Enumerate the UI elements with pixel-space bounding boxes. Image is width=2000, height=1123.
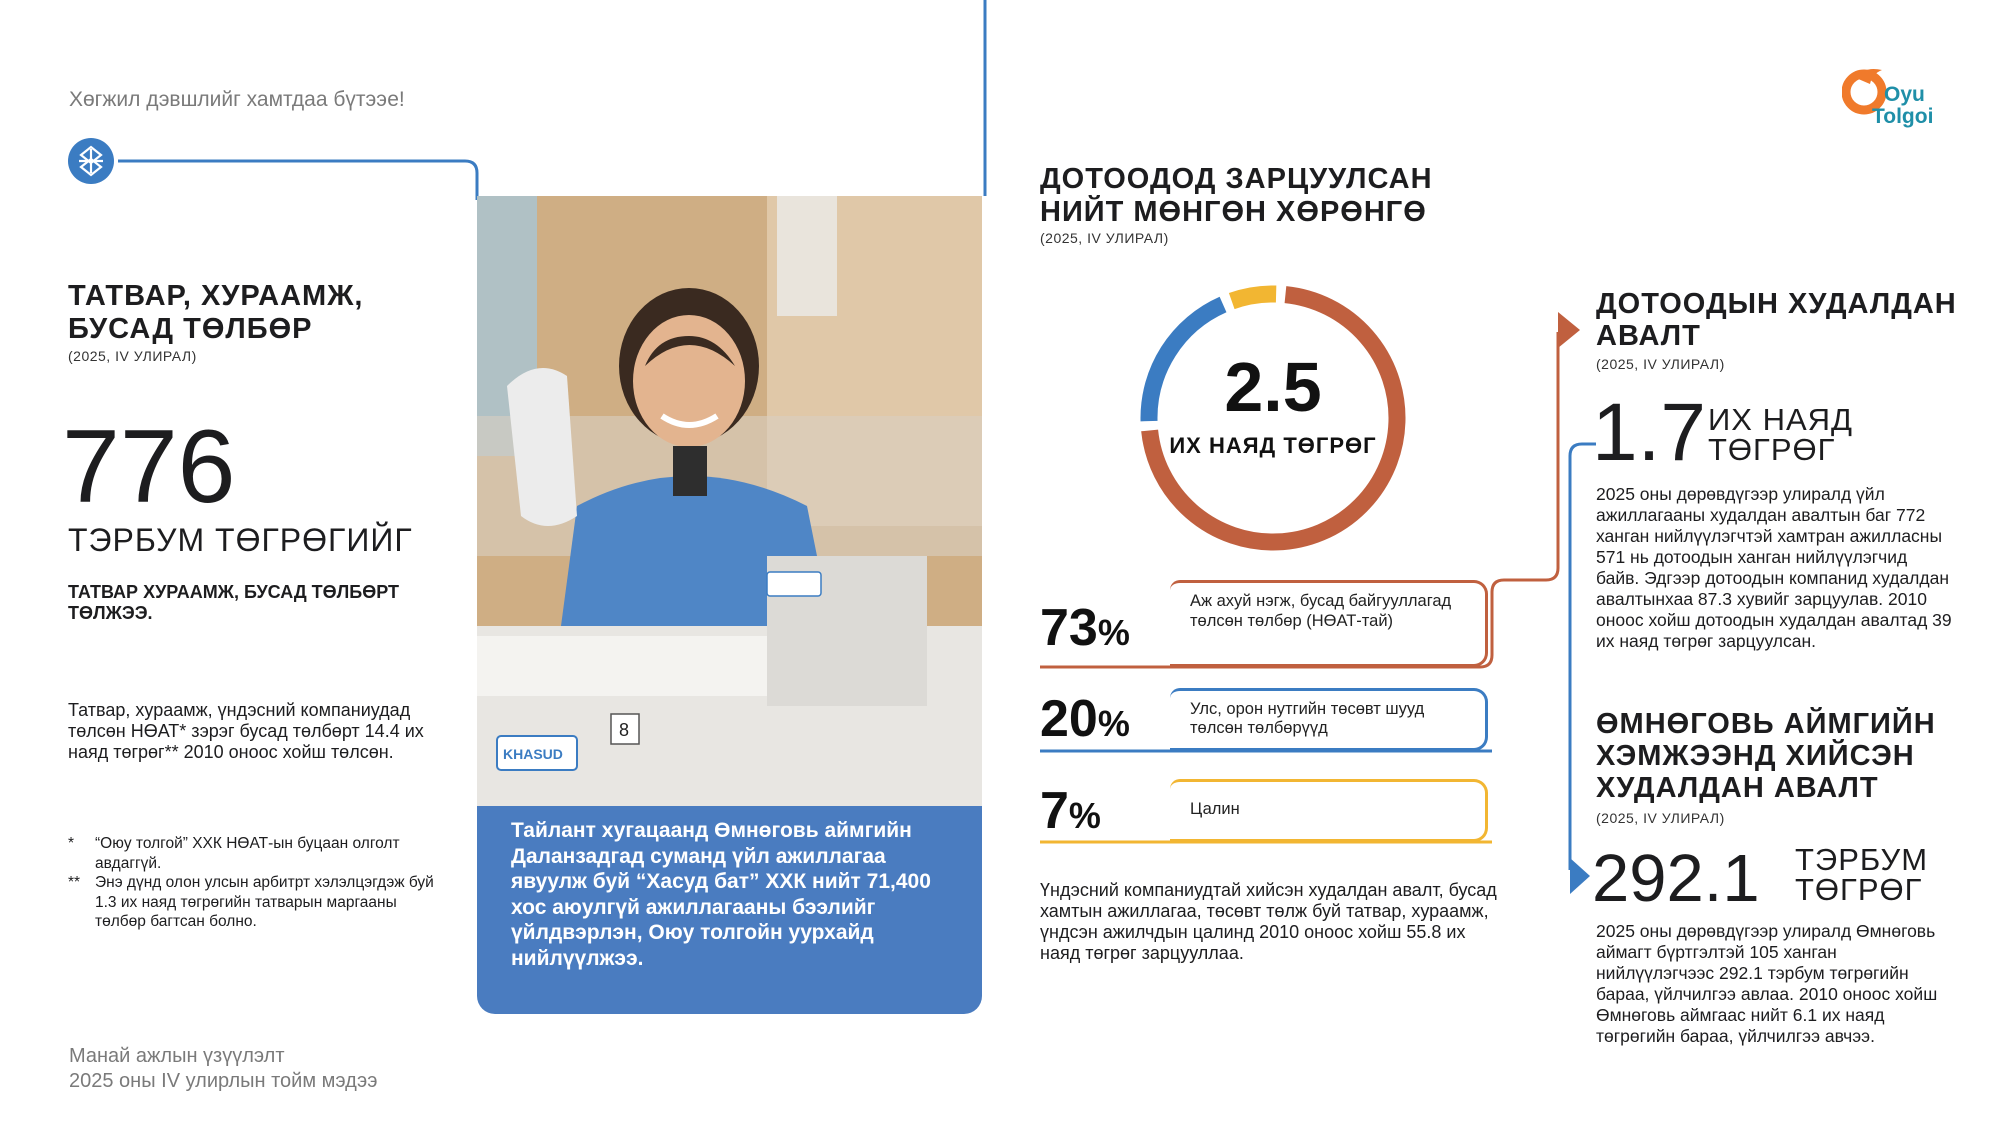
machine-badge: KHASUD xyxy=(503,746,563,762)
footnote-text: Энэ дүнд олон улсын арбитрт хэлэлцэгдэж буй 1.3 их наяд төгрөгийн татварын маргааны төлбөр багтсан болно. xyxy=(95,874,434,930)
domestic-procurement-unit: ИХ НАЯД ТӨГРӨГ xyxy=(1708,402,1854,467)
tax-heading: ТАТВАР, ХУРААМЖ, БУСАД ТӨЛБӨР xyxy=(68,280,364,345)
knot-emblem-icon xyxy=(67,137,115,185)
tax-value: 776 xyxy=(62,409,236,525)
domestic-procurement-paragraph: 2025 оны дөрөвдүгээр улиралд үйл ажиллагааны худалдан авалтын баг 772 ханган нийлүүлэгчтэй хамтран ажилласны 571 нь дотоодын ханган нийлүүлэгчид байв. Эдгээр дотоодын компанид худалдан авалтынхаа 87.3 хувийг зарцуулав. 2010 оноос хойш дотоодын худалдан авалтад 39 их наяд төгрөг зарцуулсан. xyxy=(1596,484,1952,651)
southgobi-procurement-paragraph: 2025 оны дөрөвдүгээр улиралд Өмнөговь аймагт бүртгэлтэй 105 ханган нийлүүлэгчээс 292.1 тэрбум төгрөгийн бараа, үйлчилгээ авлаа. 2010 оноос хойш Өмнөговь аймгаас нийт 6.1 их наяд төгрөгийн бараа, үйлчилгээ авчээ. xyxy=(1596,921,1938,1046)
tax-statement: ТАТВАР ХУРААМЖ, БУСАД ТӨЛБӨРТ ТӨЛЖЭЭ. xyxy=(68,582,400,623)
footnote xyxy=(68,834,448,873)
logo-text-line2: Tolgoi xyxy=(1872,105,1934,128)
photo-illustration xyxy=(477,196,982,806)
oyu-tolgoi-logo xyxy=(1842,62,1962,134)
southgobi-procurement-period: (2025, IV УЛИРАЛ) xyxy=(1596,810,1725,826)
blue-arrow-marker xyxy=(1570,858,1590,894)
footnote xyxy=(68,873,448,932)
breakdown-percent: 20% xyxy=(1040,690,1130,748)
tagline: Хөгжил дэвшлийг хамтдаа бүтээе! xyxy=(69,88,405,111)
tax-footnotes xyxy=(68,834,448,932)
tax-unit: ТЭРБУМ ТӨГРӨГИЙГ xyxy=(68,522,413,558)
southgobi-procurement-value: 292.1 xyxy=(1592,841,1760,916)
footer-line1: Манай ажлын үзүүлэлт xyxy=(69,1045,285,1067)
photo-card xyxy=(477,196,982,1014)
tax-period: (2025, IV УЛИРАЛ) xyxy=(68,348,197,364)
footer-line2: 2025 оны IV улирлын тойм мэдээ xyxy=(69,1070,378,1092)
photo-caption: Тайлант хугацаанд Өмнөговь аймгийн Даланзадгад суманд үйл ажиллагаа явуулж буй “Хасуд бат” ХХК нийт 71,400 хос аюулгүй ажиллагааны бээлийг үйлдвэрлэн, Оюу толгойн уурхайд нийлүүлжээ. xyxy=(511,819,931,970)
donut-total-value: 2.5 xyxy=(1224,348,1322,426)
worker-photo xyxy=(477,196,982,806)
report-footer xyxy=(69,1044,377,1094)
domestic-spend-heading: ДОТООДОД ЗАРЦУУЛСАН НИЙТ МӨНГӨН ХӨРӨНГӨ xyxy=(1040,163,1433,228)
southgobi-procurement-heading: ӨМНӨГОВЬ АЙМГИЙН ХЭМЖЭЭНД ХИЙСЭН ХУДАЛДАН АВАЛТ xyxy=(1596,708,1936,804)
tax-paragraph: Татвар, хураамж, үндэсний компаниудад төлсөн НӨАТ* зэрэг бусад төлбөрт 14.4 их наяд төгрөг** 2010 оноос хойш төлсөн. xyxy=(68,700,424,762)
domestic-spend-paragraph: Үндэсний компаниудтай хийсэн худалдан авалт, бусад хамтын ажиллагаа, төсөвт төлж буй татвар, хураамж, үндсэн ажилчдын цалинд 2010 оноос хойш 55.8 их наяд төгрөг зарцууллаа. xyxy=(1040,880,1497,963)
breakdown-label: Аж ахуй нэгж, бусад байгууллагад төлсөн төлбөр (НӨАТ-тай) xyxy=(1170,580,1488,667)
southgobi-procurement-unit: ТЭРБУМ ТӨГРӨГ xyxy=(1795,842,1929,907)
domestic-spend-period: (2025, IV УЛИРАЛ) xyxy=(1040,230,1169,246)
domestic-procurement-period: (2025, IV УЛИРАЛ) xyxy=(1596,356,1725,372)
domestic-procurement-value: 1.7 xyxy=(1592,387,1706,478)
footnote-text: “Оюу толгой” ХХК НӨАТ-ын буцаан олголт авдаггүй. xyxy=(95,835,400,872)
footnote-mark: ** xyxy=(68,874,81,891)
machine-number: 8 xyxy=(619,720,630,740)
domestic-procurement-heading: ДОТООДЫН ХУДАЛДАН АВАЛТ xyxy=(1596,288,1957,352)
footnote-mark: * xyxy=(68,835,75,852)
donut-segment-7 xyxy=(1232,294,1276,301)
breakdown-label: Улс, орон нутгийн төсөвт шууд төлсөн төлбөрүүд xyxy=(1170,688,1488,751)
orange-arrow-marker xyxy=(1558,312,1580,348)
breakdown-percent: 73% xyxy=(1040,599,1130,657)
logo-text-line1: Oyu xyxy=(1884,83,1925,106)
donut-total-unit: ИХ НАЯД ТӨГРӨГ xyxy=(1169,433,1377,458)
breakdown-percent: 7% xyxy=(1040,782,1101,840)
breakdown-label: Цалин xyxy=(1170,779,1488,842)
